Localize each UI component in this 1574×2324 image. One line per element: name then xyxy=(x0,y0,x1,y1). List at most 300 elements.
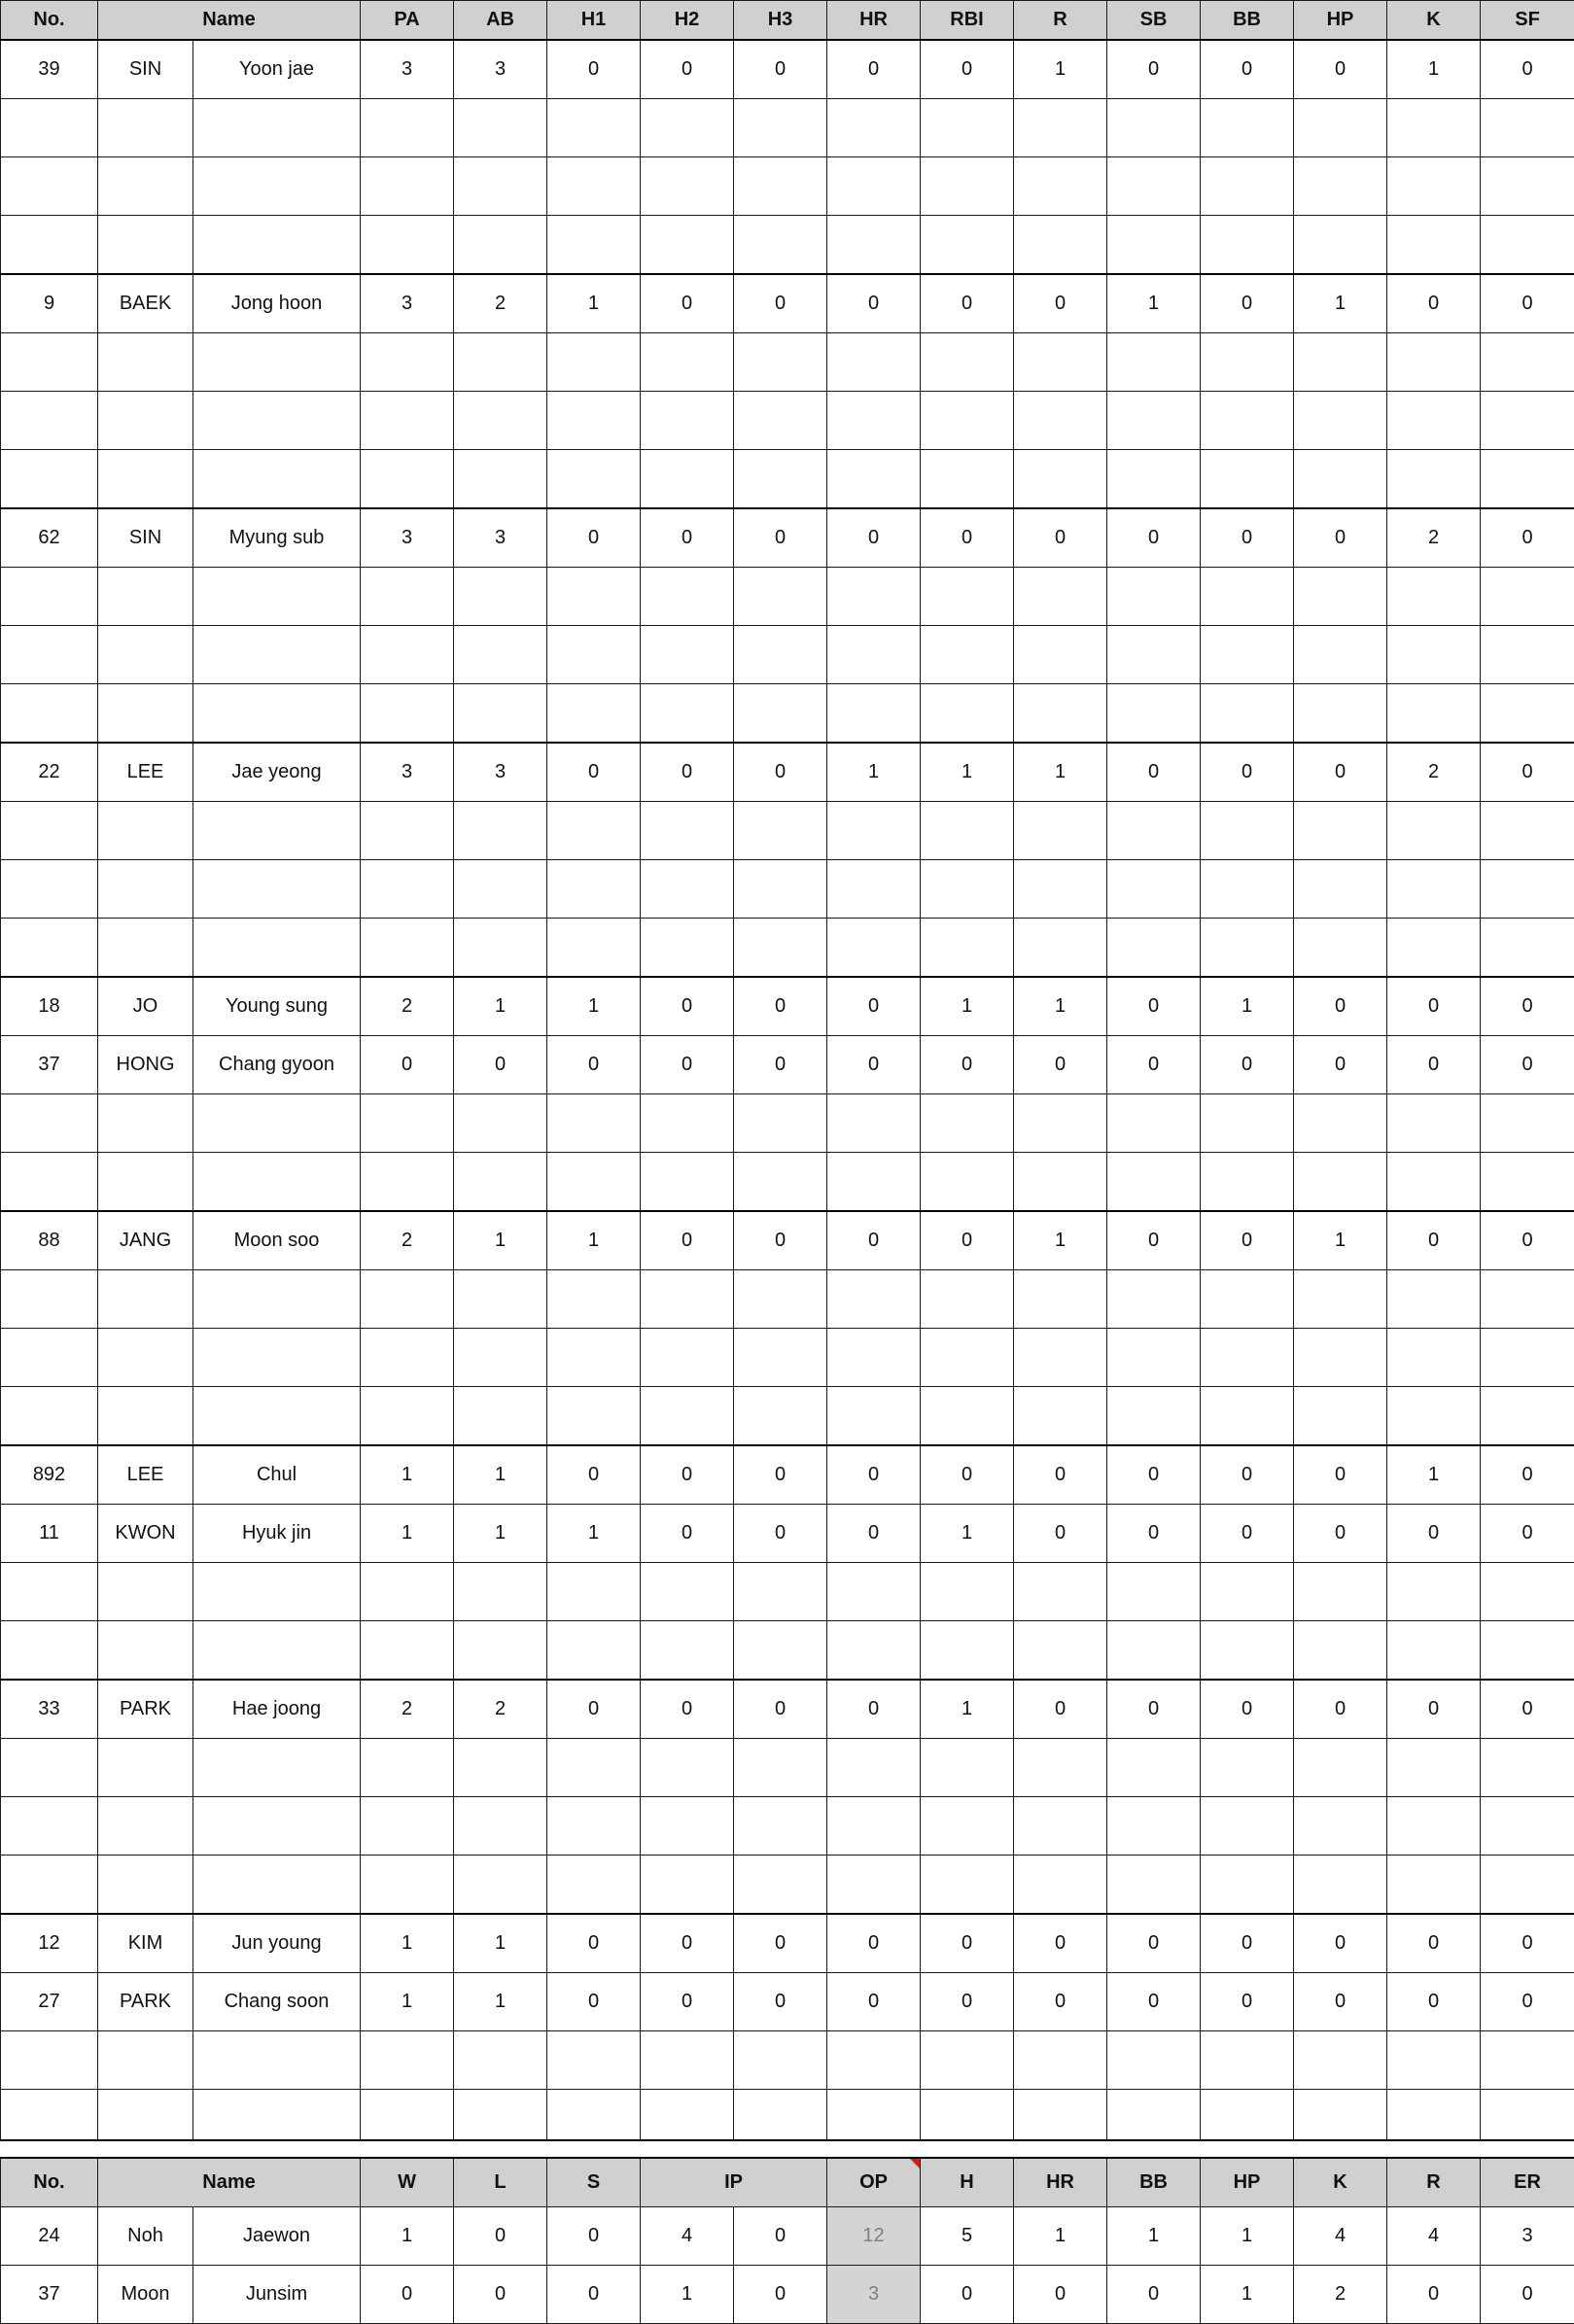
empty-cell xyxy=(1,626,98,684)
empty-cell xyxy=(361,1387,454,1446)
empty-cell xyxy=(1,1094,98,1153)
empty-cell xyxy=(1201,450,1294,509)
empty-cell xyxy=(454,1094,547,1153)
empty-cell xyxy=(921,1387,1014,1446)
empty-cell xyxy=(921,1797,1014,1856)
stat-cell: 1 xyxy=(547,977,641,1036)
stat-cell: 0 xyxy=(921,274,1014,333)
batting-header-sf: SF xyxy=(1481,1,1574,41)
empty-row xyxy=(1,216,1574,275)
batting-table-body xyxy=(1,40,1574,2148)
empty-cell xyxy=(1201,1739,1294,1797)
stat-cell: 5 xyxy=(921,2207,1014,2266)
stat-cell: 0 xyxy=(921,508,1014,568)
stat-cell: 0 xyxy=(734,1914,827,1973)
empty-cell xyxy=(1201,333,1294,392)
empty-cell xyxy=(1107,1856,1201,1915)
stat-cell: 0 xyxy=(1481,977,1574,1036)
empty-cell xyxy=(827,333,921,392)
empty-cell xyxy=(641,919,734,978)
empty-cell xyxy=(454,802,547,860)
stat-cell: 3 xyxy=(454,743,547,802)
stat-cell: 0 xyxy=(1294,1036,1387,1094)
stat-cell: 0 xyxy=(734,2207,827,2266)
empty-cell xyxy=(547,802,641,860)
empty-cell xyxy=(734,333,827,392)
empty-cell xyxy=(734,157,827,216)
stat-cell: 1 xyxy=(921,743,1014,802)
empty-cell xyxy=(1387,1797,1481,1856)
empty-cell xyxy=(641,157,734,216)
empty-cell xyxy=(193,568,361,626)
empty-cell xyxy=(1387,99,1481,157)
batting-header-h1: H1 xyxy=(547,1,641,41)
empty-cell xyxy=(1107,684,1201,744)
empty-cell xyxy=(1201,860,1294,919)
empty-cell xyxy=(827,1153,921,1212)
empty-cell xyxy=(1014,216,1107,275)
empty-cell xyxy=(98,1270,193,1329)
player-last-name: BAEK xyxy=(98,274,193,333)
stat-cell: 0 xyxy=(547,1973,641,2031)
stat-cell: 0 xyxy=(1387,274,1481,333)
player-number: 22 xyxy=(1,743,98,802)
empty-cell xyxy=(641,860,734,919)
empty-cell xyxy=(1481,1329,1574,1387)
empty-cell xyxy=(1014,860,1107,919)
empty-cell xyxy=(1107,860,1201,919)
stat-cell: 1 xyxy=(454,1505,547,1563)
empty-cell xyxy=(361,684,454,744)
stat-cell: 0 xyxy=(827,508,921,568)
empty-cell xyxy=(827,1094,921,1153)
empty-cell xyxy=(1201,216,1294,275)
pitching-header-name: Name xyxy=(98,2158,361,2207)
empty-cell xyxy=(1,568,98,626)
empty-cell xyxy=(193,1739,361,1797)
stat-cell: 1 xyxy=(1014,40,1107,99)
stat-cell: 0 xyxy=(641,1914,734,1973)
player-first-name: Chul xyxy=(193,1445,361,1505)
stat-cell: 0 xyxy=(641,977,734,1036)
empty-cell xyxy=(1107,1153,1201,1212)
empty-cell xyxy=(1,1797,98,1856)
empty-cell xyxy=(98,392,193,450)
empty-cell xyxy=(1014,802,1107,860)
empty-cell xyxy=(454,99,547,157)
stat-cell: 0 xyxy=(1481,508,1574,568)
empty-cell xyxy=(193,333,361,392)
empty-cell xyxy=(641,802,734,860)
stat-cell: 0 xyxy=(361,2266,454,2324)
empty-cell xyxy=(1014,99,1107,157)
empty-cell xyxy=(1201,1797,1294,1856)
pitching-header-r: R xyxy=(1387,2158,1481,2207)
empty-cell xyxy=(454,216,547,275)
stat-cell: 2 xyxy=(1294,2266,1387,2324)
pitching-header-er: ER xyxy=(1481,2158,1574,2207)
empty-cell xyxy=(921,1270,1014,1329)
empty-cell xyxy=(1387,1153,1481,1212)
empty-cell xyxy=(1481,802,1574,860)
empty-cell xyxy=(1201,1387,1294,1446)
empty-cell xyxy=(1481,919,1574,978)
empty-cell xyxy=(921,1739,1014,1797)
empty-cell xyxy=(1387,1739,1481,1797)
empty-cell xyxy=(641,1739,734,1797)
empty-cell xyxy=(1201,157,1294,216)
empty-row xyxy=(1,99,1574,157)
empty-cell xyxy=(98,1856,193,1915)
empty-cell xyxy=(641,1329,734,1387)
stat-cell: 3 xyxy=(361,40,454,99)
empty-cell xyxy=(827,568,921,626)
empty-cell xyxy=(547,1329,641,1387)
stat-cell: 1 xyxy=(921,977,1014,1036)
empty-cell xyxy=(547,157,641,216)
empty-cell xyxy=(547,99,641,157)
empty-cell xyxy=(1294,2031,1387,2090)
empty-cell xyxy=(547,684,641,744)
player-number: 9 xyxy=(1,274,98,333)
stat-cell: 0 xyxy=(1387,1914,1481,1973)
empty-cell xyxy=(193,860,361,919)
empty-cell xyxy=(361,1329,454,1387)
empty-row xyxy=(1,568,1574,626)
stat-cell: 0 xyxy=(1294,1680,1387,1739)
stat-cell: 0 xyxy=(1107,508,1201,568)
empty-row xyxy=(1,1739,1574,1797)
empty-cell xyxy=(547,1856,641,1915)
player-last-name: SIN xyxy=(98,40,193,99)
empty-cell xyxy=(361,568,454,626)
empty-cell xyxy=(921,2031,1014,2090)
stat-cell: 0 xyxy=(1107,40,1201,99)
stat-cell: 1 xyxy=(454,1211,547,1270)
player-first-name: Myung sub xyxy=(193,508,361,568)
stat-cell: 1 xyxy=(547,1505,641,1563)
empty-cell xyxy=(1294,568,1387,626)
stat-cell: 0 xyxy=(641,274,734,333)
empty-cell xyxy=(827,1621,921,1681)
empty-cell xyxy=(1014,568,1107,626)
empty-cell xyxy=(641,2031,734,2090)
stat-cell: 0 xyxy=(734,1445,827,1505)
stat-cell: 3 xyxy=(361,274,454,333)
empty-cell xyxy=(1387,157,1481,216)
stat-cell: 0 xyxy=(641,1445,734,1505)
empty-cell xyxy=(734,626,827,684)
pitching-header-op xyxy=(827,2158,921,2207)
empty-cell xyxy=(1387,1856,1481,1915)
empty-cell xyxy=(1294,626,1387,684)
empty-cell xyxy=(1,684,98,744)
player-last-name: LEE xyxy=(98,743,193,802)
batting-header-row xyxy=(1,1,1574,41)
empty-cell xyxy=(361,860,454,919)
empty-cell xyxy=(193,1153,361,1212)
empty-cell xyxy=(1014,1856,1107,1915)
stat-cell: 0 xyxy=(1481,1680,1574,1739)
stat-cell: 0 xyxy=(1294,1445,1387,1505)
empty-cell xyxy=(921,860,1014,919)
stat-cell: 0 xyxy=(641,508,734,568)
batting-header-r: R xyxy=(1014,1,1107,41)
empty-cell xyxy=(1014,1153,1107,1212)
stat-cell: 0 xyxy=(1014,1914,1107,1973)
pitching-header-hr: HR xyxy=(1014,2158,1107,2207)
stat-cell: 0 xyxy=(1014,2266,1107,2324)
stat-cell: 0 xyxy=(1481,1914,1574,1973)
empty-cell xyxy=(193,1387,361,1446)
empty-cell xyxy=(1481,860,1574,919)
empty-cell xyxy=(193,684,361,744)
player-last-name: PARK xyxy=(98,1973,193,2031)
empty-cell xyxy=(1481,392,1574,450)
stat-cell: 0 xyxy=(1481,743,1574,802)
stat-cell: 0 xyxy=(1294,40,1387,99)
player-row xyxy=(1,274,1574,333)
stat-cell: 2 xyxy=(454,274,547,333)
empty-cell xyxy=(1481,1563,1574,1621)
player-row xyxy=(1,1211,1574,1270)
empty-cell xyxy=(361,392,454,450)
empty-cell xyxy=(921,99,1014,157)
empty-cell xyxy=(641,1270,734,1329)
empty-cell xyxy=(361,1621,454,1681)
stat-cell: 0 xyxy=(1294,1973,1387,2031)
empty-cell xyxy=(734,1153,827,1212)
empty-cell xyxy=(1107,1797,1201,1856)
empty-cell xyxy=(1107,392,1201,450)
stat-cell: 12 xyxy=(827,2207,921,2266)
stat-cell: 0 xyxy=(1014,1973,1107,2031)
stat-cell: 0 xyxy=(641,1505,734,1563)
stat-cell: 0 xyxy=(1201,1680,1294,1739)
empty-cell xyxy=(734,2031,827,2090)
empty-cell xyxy=(1387,802,1481,860)
empty-cell xyxy=(1201,2031,1294,2090)
empty-cell xyxy=(193,1270,361,1329)
empty-cell xyxy=(361,2031,454,2090)
player-number: 11 xyxy=(1,1505,98,1563)
empty-cell xyxy=(1014,450,1107,509)
empty-cell xyxy=(1014,392,1107,450)
empty-cell xyxy=(454,1739,547,1797)
stat-cell: 1 xyxy=(1107,274,1201,333)
empty-cell xyxy=(98,1621,193,1681)
pitching-header-s: S xyxy=(547,2158,641,2207)
stat-cell: 4 xyxy=(1387,2207,1481,2266)
empty-cell xyxy=(1201,919,1294,978)
stat-cell: 1 xyxy=(361,1505,454,1563)
empty-cell xyxy=(641,626,734,684)
empty-cell xyxy=(1481,1797,1574,1856)
empty-cell xyxy=(454,684,547,744)
empty-cell xyxy=(193,1797,361,1856)
empty-cell xyxy=(1107,1387,1201,1446)
comment-indicator-icon[interactable] xyxy=(910,2159,920,2168)
empty-cell xyxy=(1201,568,1294,626)
empty-cell xyxy=(1107,626,1201,684)
empty-cell xyxy=(1107,1621,1201,1681)
empty-cell xyxy=(1481,157,1574,216)
stat-cell: 1 xyxy=(1387,40,1481,99)
player-number: 37 xyxy=(1,1036,98,1094)
empty-cell xyxy=(1107,216,1201,275)
empty-cell xyxy=(454,1270,547,1329)
empty-cell xyxy=(1294,333,1387,392)
stat-cell: 0 xyxy=(734,274,827,333)
empty-cell xyxy=(1294,99,1387,157)
stat-cell: 0 xyxy=(1387,1036,1481,1094)
empty-cell xyxy=(454,1153,547,1212)
player-number: 33 xyxy=(1,1680,98,1739)
player-row xyxy=(1,508,1574,568)
stat-cell: 1 xyxy=(827,743,921,802)
stat-cell: 0 xyxy=(547,1036,641,1094)
empty-cell xyxy=(361,1153,454,1212)
empty-cell xyxy=(1,392,98,450)
stat-cell: 1 xyxy=(454,1973,547,2031)
empty-cell xyxy=(98,1797,193,1856)
pitching-header-w: W xyxy=(361,2158,454,2207)
player-row xyxy=(1,743,1574,802)
player-last-name: SIN xyxy=(98,508,193,568)
stat-cell: 4 xyxy=(641,2207,734,2266)
pitching-header-k: K xyxy=(1294,2158,1387,2207)
empty-cell xyxy=(921,216,1014,275)
empty-cell xyxy=(193,157,361,216)
stat-cell: 1 xyxy=(1201,977,1294,1036)
empty-cell xyxy=(454,450,547,509)
empty-cell xyxy=(921,157,1014,216)
empty-cell xyxy=(827,684,921,744)
stat-cell: 0 xyxy=(734,977,827,1036)
stat-cell: 0 xyxy=(734,40,827,99)
empty-cell xyxy=(361,1797,454,1856)
stat-cell: 0 xyxy=(1107,1445,1201,1505)
empty-cell xyxy=(1107,157,1201,216)
batting-header-h3: H3 xyxy=(734,1,827,41)
empty-cell xyxy=(734,1797,827,1856)
empty-row xyxy=(1,1856,1574,1915)
stat-cell: 0 xyxy=(1107,743,1201,802)
empty-cell xyxy=(1014,626,1107,684)
empty-cell xyxy=(98,860,193,919)
stat-cell: 0 xyxy=(1014,508,1107,568)
stat-cell: 0 xyxy=(454,2207,547,2266)
empty-cell xyxy=(361,157,454,216)
stat-cell: 0 xyxy=(1107,1505,1201,1563)
empty-cell xyxy=(921,1563,1014,1621)
empty-cell xyxy=(454,333,547,392)
empty-cell xyxy=(921,1153,1014,1212)
empty-cell xyxy=(547,1270,641,1329)
empty-cell xyxy=(547,1739,641,1797)
stat-cell: 0 xyxy=(827,274,921,333)
stat-cell: 0 xyxy=(1387,2266,1481,2324)
empty-cell xyxy=(641,1094,734,1153)
empty-cell xyxy=(1481,568,1574,626)
stat-cell: 0 xyxy=(827,1973,921,2031)
empty-cell xyxy=(1107,1094,1201,1153)
empty-cell xyxy=(1387,392,1481,450)
empty-cell xyxy=(1481,684,1574,744)
empty-row xyxy=(1,157,1574,216)
stat-cell: 0 xyxy=(1294,1505,1387,1563)
stat-cell: 1 xyxy=(1294,274,1387,333)
empty-cell xyxy=(547,2031,641,2090)
stat-cell: 0 xyxy=(454,2266,547,2324)
batting-header-rbi: RBI xyxy=(921,1,1014,41)
empty-cell xyxy=(547,216,641,275)
empty-cell xyxy=(361,802,454,860)
empty-cell xyxy=(454,1856,547,1915)
stat-cell: 1 xyxy=(547,274,641,333)
empty-cell xyxy=(641,684,734,744)
empty-cell xyxy=(193,802,361,860)
empty-cell xyxy=(827,802,921,860)
empty-row xyxy=(1,1797,1574,1856)
empty-row xyxy=(1,1329,1574,1387)
empty-cell xyxy=(454,1797,547,1856)
pitcher-last-name: Moon xyxy=(98,2266,193,2324)
stat-cell: 0 xyxy=(1294,1914,1387,1973)
empty-cell xyxy=(361,1270,454,1329)
empty-cell xyxy=(921,919,1014,978)
player-first-name: Jun young xyxy=(193,1914,361,1973)
empty-cell xyxy=(1294,802,1387,860)
empty-cell xyxy=(193,626,361,684)
stat-cell: 2 xyxy=(1387,743,1481,802)
stat-cell: 1 xyxy=(921,1680,1014,1739)
stat-cell: 0 xyxy=(1201,274,1294,333)
empty-cell xyxy=(1,1270,98,1329)
empty-row xyxy=(1,1563,1574,1621)
empty-cell xyxy=(734,216,827,275)
empty-cell xyxy=(1,157,98,216)
stat-cell: 0 xyxy=(1387,1211,1481,1270)
empty-cell xyxy=(1014,157,1107,216)
stat-cell: 0 xyxy=(827,40,921,99)
player-first-name: Jong hoon xyxy=(193,274,361,333)
empty-row xyxy=(1,1270,1574,1329)
stat-cell: 0 xyxy=(827,1505,921,1563)
stat-cell: 3 xyxy=(454,40,547,99)
empty-cell xyxy=(827,919,921,978)
empty-cell xyxy=(193,392,361,450)
player-last-name: JO xyxy=(98,977,193,1036)
empty-cell xyxy=(827,1856,921,1915)
stat-cell: 0 xyxy=(641,1973,734,2031)
empty-cell xyxy=(361,1856,454,1915)
pitching-header-row xyxy=(1,2158,1574,2207)
stat-cell: 0 xyxy=(1387,1505,1481,1563)
player-number: 27 xyxy=(1,1973,98,2031)
stat-cell: 0 xyxy=(547,1445,641,1505)
stat-cell: 0 xyxy=(1201,508,1294,568)
empty-cell xyxy=(454,1621,547,1681)
empty-cell xyxy=(1,450,98,509)
stat-cell: 1 xyxy=(454,1914,547,1973)
stat-cell: 1 xyxy=(1014,2207,1107,2266)
empty-cell xyxy=(547,568,641,626)
player-number: 88 xyxy=(1,1211,98,1270)
empty-cell xyxy=(547,333,641,392)
stat-cell: 0 xyxy=(547,2266,641,2324)
empty-cell xyxy=(1107,1270,1201,1329)
